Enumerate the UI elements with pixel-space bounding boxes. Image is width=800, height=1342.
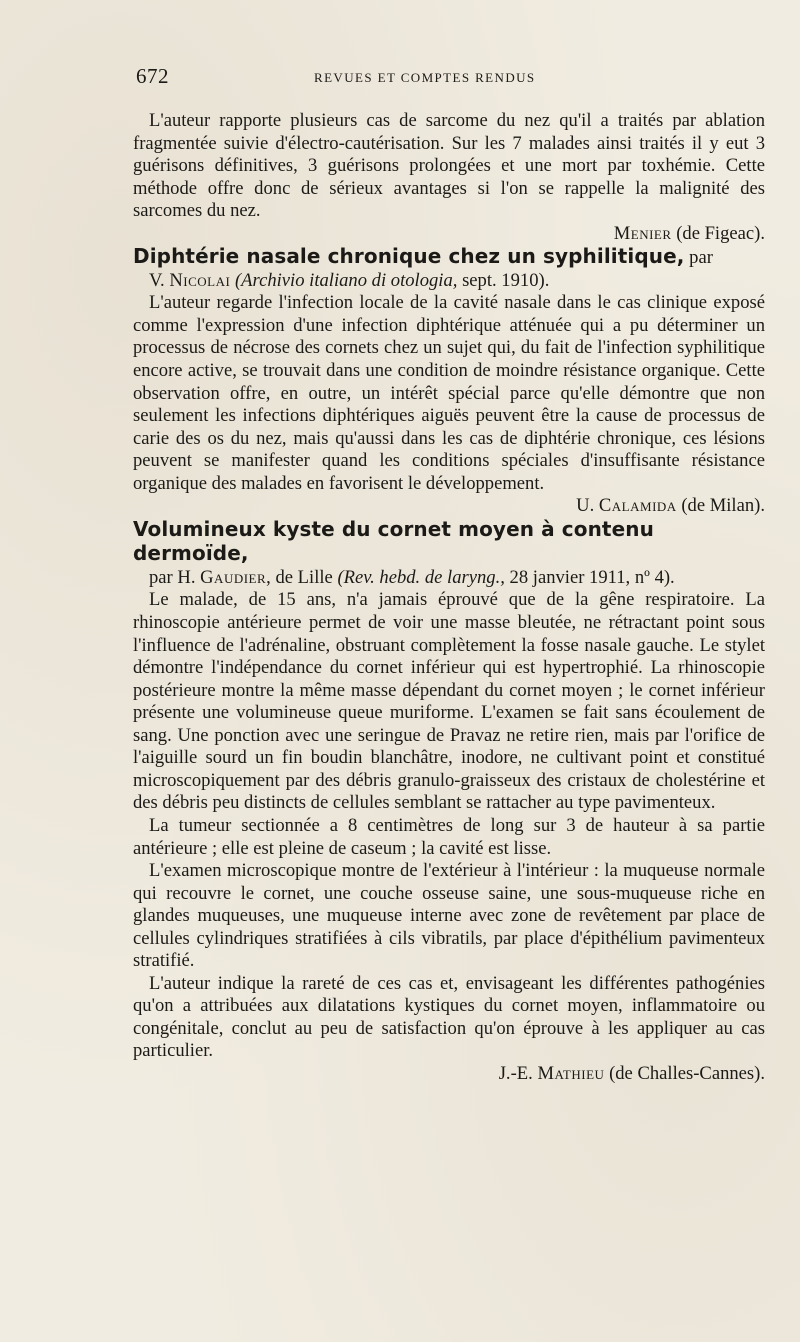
article-title: Volumineux kyste du cornet moyen à contenu dermoïde, <box>133 516 654 566</box>
source-journal: (Archivio italiano di otologia, <box>234 269 458 291</box>
author-name: Gaudier <box>200 566 267 588</box>
article2-signature <box>133 495 765 518</box>
article3-paragraph-1: Le malade, de 15 ans, n'a jamais éprouvé que de la gêne respiratoire. La rhinoscopie antérieure permet de voir une masse bleutée, ne rétractant point sous l'influence de l'adrénaline, obstruant complètement la fosse nasale gauche. Le stylet démontre l'indépendance du cornet inférieur qui est hypertrophié. La rhinoscopie postérieure montre la même masse dépendant du cornet moyen ; le cornet inférieur présente une volumineuse queue muriforme. L'examen se fait sans écoulement de sang. Une ponction avec une seringue de Pravaz ne retire rien, mais par l'orifice de l'aiguille sourd un fin boudin blanchâtre, inodore, ne cultivant point et constitué microscopiquement par des débris granulo-graisseux des cristaux de cholestérine et des débris peu distincts de cellules semblant se rattacher au type pavimenteux. <box>133 589 765 814</box>
page-number: 672 <box>136 64 169 88</box>
body-text <box>133 110 765 1086</box>
article3-heading <box>133 518 765 590</box>
page-header <box>136 64 766 96</box>
signature-initial: U. <box>576 495 595 517</box>
article3-paragraph-3: L'examen microscopique montre de l'extérieur à l'intérieur : la muqueuse normale qui recouvre le cornet, une couche osseuse saine, une sous-muqueuse riche en glandes muqueuses, une muqueuse interne avec zone de revêtement par place de cellules cylindriques stratifiées à cils vibratils, par place d'épithélium pavimenteux stratifié. <box>133 860 765 972</box>
signature-place: (de Figeac). <box>676 222 765 244</box>
author-place: , de Lille <box>266 566 333 588</box>
by-label: par <box>689 247 713 269</box>
running-head: REVUES ET COMPTES RENDUS <box>314 70 536 85</box>
article1-signature <box>133 223 765 246</box>
by-label: par H. <box>149 566 196 588</box>
source-date: 28 janvier 1911, nº 4). <box>509 566 675 588</box>
article2-heading <box>133 245 765 292</box>
article3-signature <box>133 1063 765 1086</box>
article-title: Diphtérie nasale chronique chez un syphilitique, <box>133 244 685 269</box>
signature-name: Calamida <box>598 495 677 517</box>
signature-name: Mathieu <box>537 1062 605 1084</box>
signature-place: (de Milan). <box>681 495 765 517</box>
author-initial: V. <box>149 269 165 291</box>
article3-paragraph-2: La tumeur sectionnée a 8 centimètres de long sur 3 de hauteur à sa partie antérieure ; elle est pleine de caseum ; la cavité est lisse. <box>133 814 765 859</box>
source-journal: (Rev. hebd. de laryng., <box>337 566 505 588</box>
article2-paragraph: L'auteur regarde l'infection locale de la cavité nasale dans le cas clinique exposé comme l'expression d'une infection diphtérique atténuée qui a pu déterminer un processus de nécrose des cornets chez un sujet qui, du fait de l'infection syphilitique encore active, se trouvait dans une condition de moindre résistance organique. Cette observation offre, en outre, un intérêt spécial parce qu'elle démontre que non seulement les infections diphtériques aiguës peuvent être la cause de processus de carie des os du nez, mais qu'aussi dans les cas de diphtérie chronique, ces lésions peuvent se manifester quand les conditions spéciales d'insuffisante résistance organique des malades en favorisent le développement. <box>133 292 765 494</box>
signature-place: (de Challes-Cannes). <box>609 1062 765 1084</box>
signature-initial: J.-E. <box>498 1062 533 1084</box>
source-date: sept. 1910). <box>462 269 550 291</box>
author-name: Nicolai <box>169 269 231 291</box>
signature-name: Menier <box>613 222 672 244</box>
article3-paragraph-4: L'auteur indique la rareté de ces cas et, envisageant les différentes pathogénies qu'on a attribuées aux dilatations kystiques du cornet moyen, inflammatoire ou congénitale, conclut au peu de satisfaction qu'on éprouve à les appliquer au cas particulier. <box>133 972 765 1062</box>
article1-paragraph: L'auteur rapporte plusieurs cas de sarcome du nez qu'il a traités par ablation fragmentée suivie d'électro-cautérisation. Sur les 7 malades ainsi traités il y eut 3 guérisons définitives, 3 guérisons prolongées et une mort par toxhémie. Cette méthode offre donc de sérieux avantages si l'on se rappelle la malignité des sarcomes du nez. <box>133 110 765 222</box>
